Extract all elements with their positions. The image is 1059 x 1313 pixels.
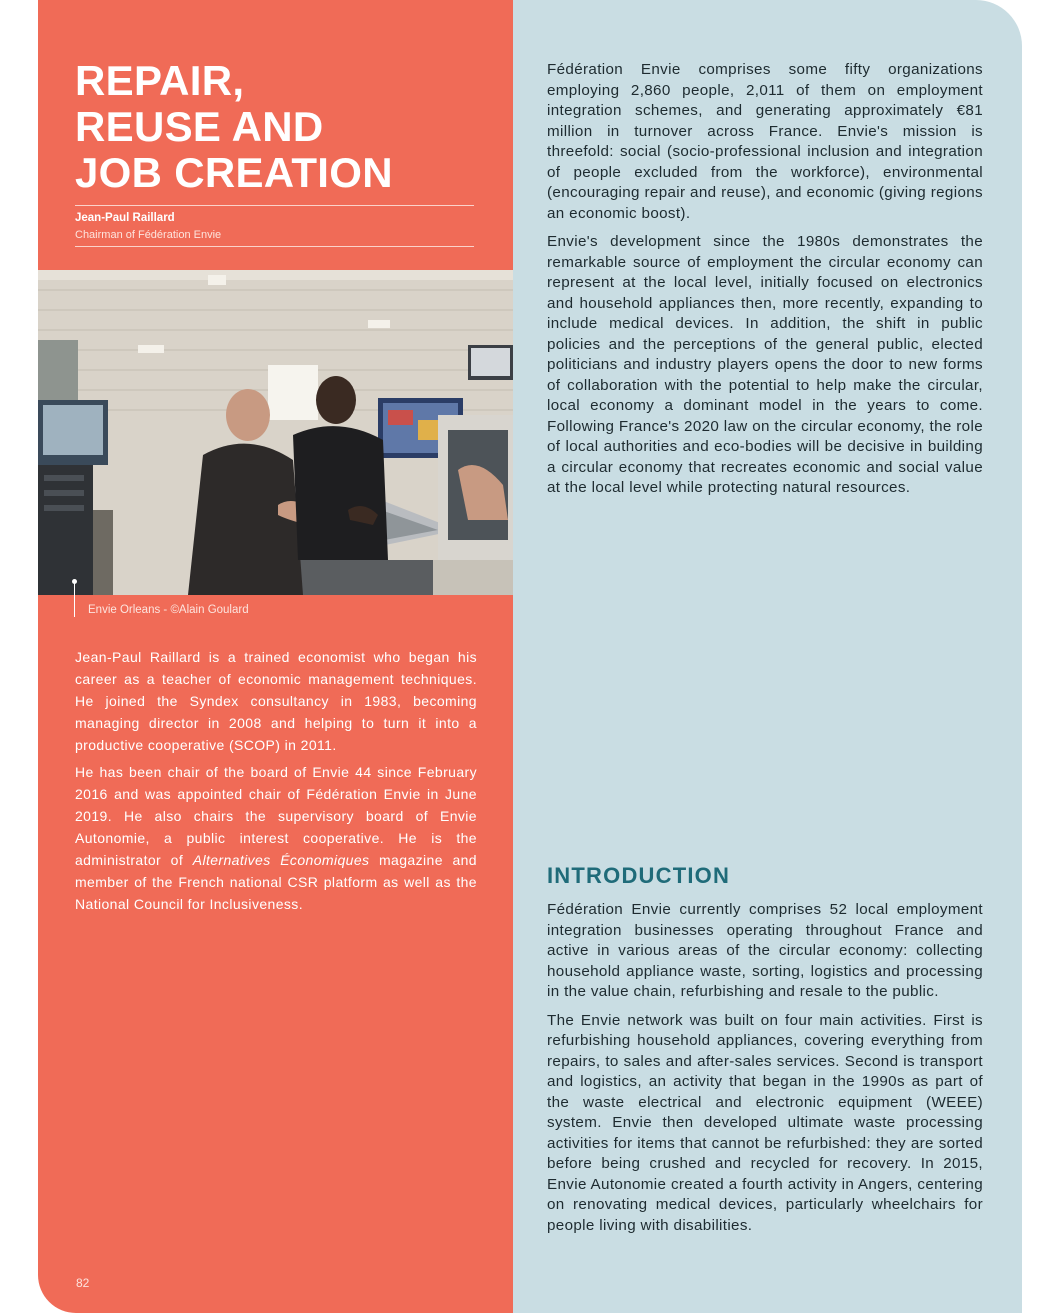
author-bio — [75, 646, 477, 920]
author-role: Chairman of Fédération Envie — [75, 229, 222, 241]
workshop-photo — [38, 270, 513, 595]
right-panel — [513, 0, 1022, 1313]
introduction-paragraph-1: Fédération Envie currently comprises 52 local employment integration businesses operating throughout France and active in various areas of the circular economy: collecting household appliance waste, sorting, logistics and processing in the value chain, refurbishing and resale to the public. — [547, 901, 983, 1000]
bio-paragraph-2-end: magazine and member of the French national CSR platform as well as the National Council for Inclusiveness. — [75, 852, 477, 912]
lead-paragraph-1: Fédération Envie comprises some fifty organizations employing 2,860 people, 2,011 of them on employment integration schemes, and generating approximately €81 million in turnover across France. Envie's mission is threefold: social (socio-professional inclusion and integration of people excluded from the workforce), environmental (encouraging repair and reuse), and economic (giving regions an economic boost). — [547, 61, 983, 222]
title-divider-top — [75, 205, 474, 206]
introduction-heading: INTRODUCTION — [547, 863, 731, 888]
introduction-text — [547, 900, 983, 1244]
caption-marker-dot — [72, 579, 77, 584]
photo-caption: Envie Orleans - ©Alain Goulard — [88, 604, 249, 616]
introduction-paragraph-2: The Envie network was built on four main activities. First is refurbishing household appliances, covering everything from repairs, to sales and after-sales services. Second is transport and logistics, an activity that began in the 1990s as part of the waste electrical and electronic equipment (WEEE) system. Envie then developed ultimate waste processing activities for items that cannot be refurbished: they are sorted before being crushed and recycled for recovery. In 2015, Envie Autonomie created a fourth activity in Angers, centering on renovating medical devices, particularly wheelchairs for people living with disabilities. — [547, 1011, 983, 1234]
author-name: Jean-Paul Raillard — [75, 212, 175, 224]
left-panel — [38, 0, 513, 1313]
title-line-3: JOB CREATION — [75, 149, 393, 196]
caption-marker-line — [74, 581, 75, 617]
title-line-1: REPAIR, — [75, 57, 245, 104]
page-number: 82 — [76, 1276, 90, 1290]
title-divider-bottom — [75, 246, 474, 247]
magazine-title: Alternatives Économiques — [192, 852, 370, 868]
lead-text — [547, 60, 983, 507]
article-title — [75, 58, 495, 196]
bio-paragraph-1: Jean-Paul Raillard is a trained economist who began his career as a teacher of economic management techniques. He joined the Syndex consultancy in 1983, becoming managing director in 2008 and helping to turn it into a productive cooperative (SCOP) in 2011. — [75, 649, 477, 753]
lead-paragraph-2: Envie's development since the 1980s demonstrates the remarkable source of employment the circular economy can represent at the local level, initially focused on electronics and household appliances then, more recently, expanding to include medical devices. In addition, the shift in public policies and the perceptions of the general public, elected politicians and industry players opens the door to new forms of collaboration with the potential to help make the circular, local economy a dominant model in the years to come. Following France's 2020 law on the circular economy, the role of local authorities and eco-bodies will be decisive in building a circular economy that recreates economic and social value at the local level while protecting natural resources. — [547, 233, 983, 496]
bio-paragraph-2 — [75, 761, 477, 915]
bio-paragraph-2-start: He has been chair of the board of Envie 44 since February 2016 and was appointed chair of Fédération Envie in June 2019. He also chairs the supervisory board of Envie Autonomie, a public interest cooperative. He is the administrator of — [75, 764, 477, 868]
title-line-2: REUSE AND — [75, 103, 324, 150]
